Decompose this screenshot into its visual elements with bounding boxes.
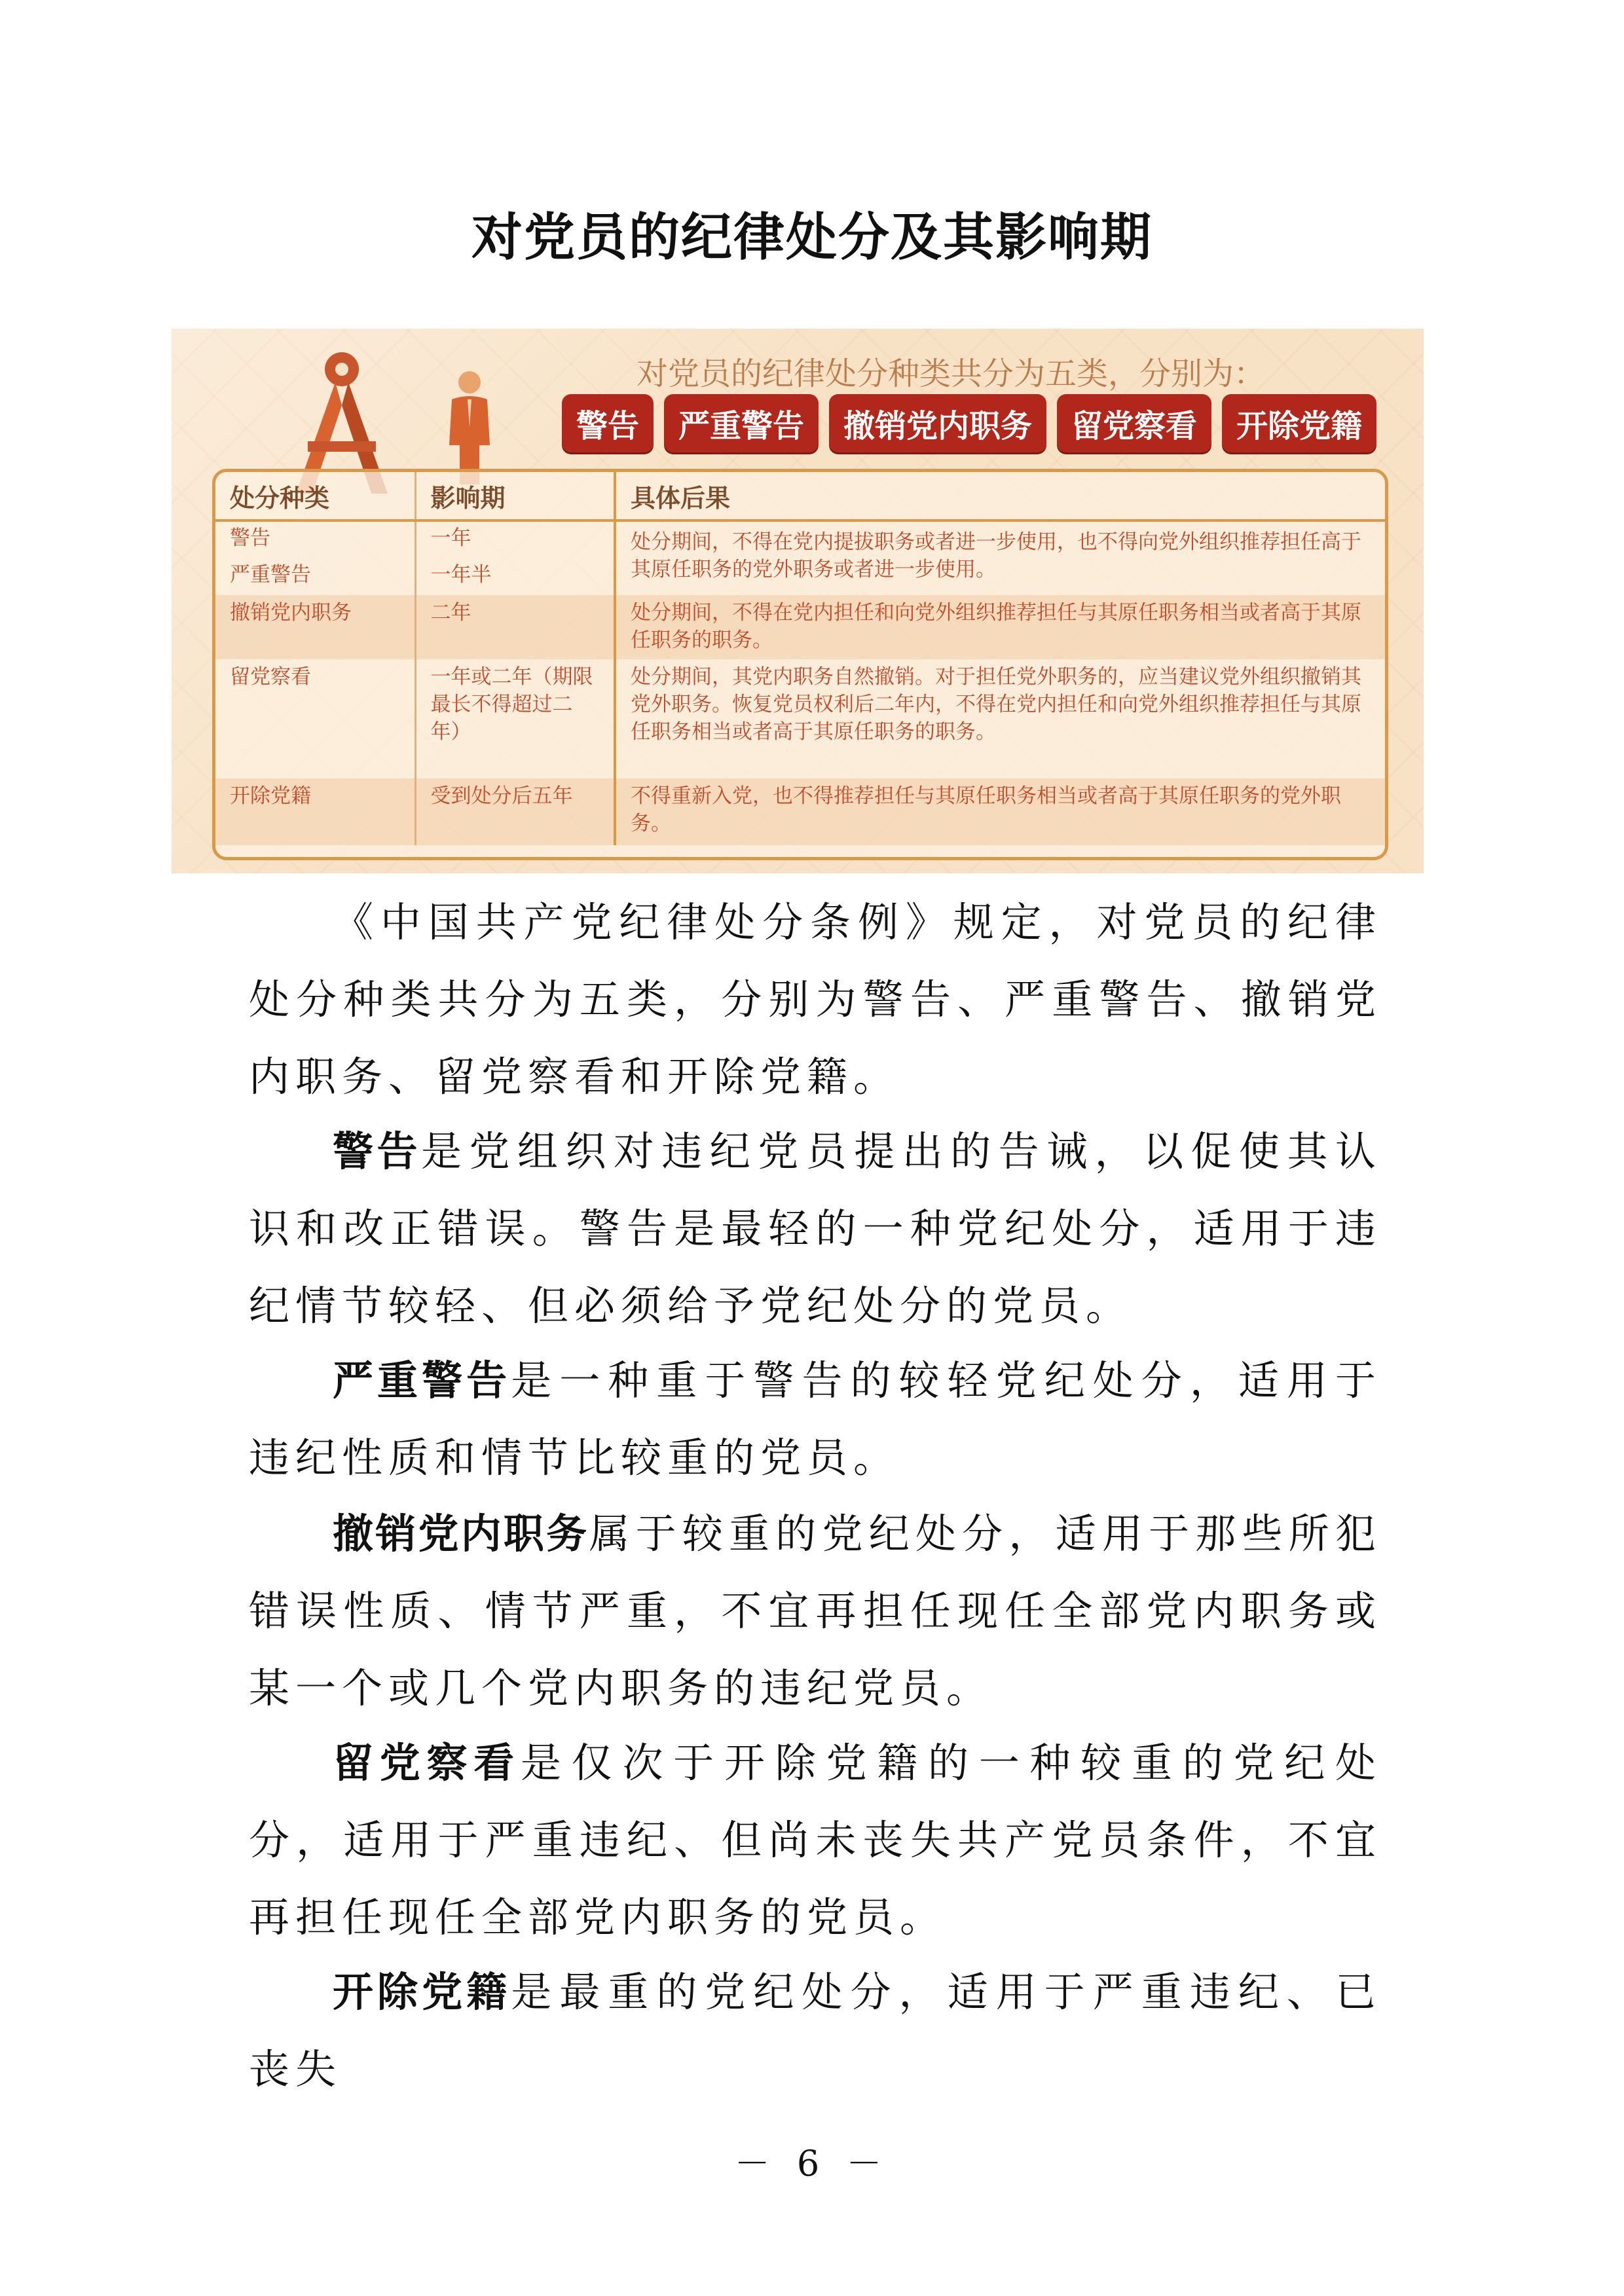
header-type: 处分种类 <box>215 472 415 520</box>
discipline-tags <box>562 394 1376 452</box>
paragraph-expulsion <box>249 1954 1382 2108</box>
paragraph-removal-from-post <box>249 1495 1382 1727</box>
text-serious-warning: 是一种重于警告的较轻党纪处分，适用于违纪性质和情节比较重的党员。 <box>249 1357 1382 1482</box>
row-period <box>415 520 615 595</box>
row-type: 留党察看 <box>215 659 415 778</box>
header-period: 影响期 <box>415 472 615 520</box>
table-header-row <box>215 472 1385 520</box>
discipline-table <box>212 469 1388 860</box>
table-row <box>215 778 1385 845</box>
paragraph-probation <box>249 1724 1382 1956</box>
tag-expulsion: 开除党籍 <box>1222 394 1376 452</box>
infographic-banner <box>172 329 1424 873</box>
term-warning: 警告 <box>333 1127 421 1175</box>
tag-probation: 留党察看 <box>1057 394 1211 452</box>
tag-serious-warning: 严重警告 <box>664 394 819 452</box>
paragraph-warning <box>249 1113 1382 1345</box>
row-period: 受到处分后五年 <box>415 778 615 845</box>
table-row <box>215 595 1385 659</box>
person-illustration-icon <box>440 368 499 486</box>
text-probation: 是仅次于开除党籍的一种较重的党纪处分，适用于严重违纪、但尚未丧失共产党员条件，不宜再担任现任全部党内职务的党员。 <box>249 1739 1382 1941</box>
table-row <box>215 659 1385 778</box>
text-warning: 是党组织对违纪党员提出的告诫，以促使其认识和改正错误。警告是最轻的一种党纪处分，适用于违纪情节较轻、但必须给予党纪处分的党员。 <box>249 1127 1382 1330</box>
banner-heading: 对党员的纪律处分种类共分为五类，分别为： <box>637 355 1266 392</box>
intro-paragraph: 《中国共产党纪律处分条例》规定，对党员的纪律处分种类共分为五类，分别为警告、严重警告、撤销党内职务、留党察看和开除党籍。 <box>249 898 1382 1101</box>
row-period-warning: 一年 <box>430 526 471 550</box>
row-type-warning: 警告 <box>230 526 270 550</box>
page-title: 对党员的纪律处分及其影响期 <box>471 208 1153 267</box>
row-type-serious-warning: 严重警告 <box>230 563 311 587</box>
term-probation: 留党察看 <box>333 1739 521 1787</box>
tag-removal-from-post: 撤销党内职务 <box>829 394 1046 452</box>
row-type <box>215 520 415 595</box>
row-period: 二年 <box>415 595 615 659</box>
row-period: 一年或二年（期限最长不得超过二年） <box>415 659 615 778</box>
term-removal-from-post: 撤销党内职务 <box>333 1510 589 1558</box>
text-removal-from-post: 属于较重的党纪处分，适用于那些所犯错误性质、情节严重，不宜再担任现任全部党内职务或某一个或几个党内职务的违纪党员。 <box>249 1510 1382 1712</box>
text-expulsion: 是最重的党纪处分，适用于严重违纪、已丧失 <box>249 1968 1382 2093</box>
row-period-serious-warning: 一年半 <box>430 563 492 587</box>
page-number: － 6 － <box>734 2143 890 2184</box>
tag-warning: 警告 <box>562 394 654 452</box>
row-consequence: 处分期间，其党内职务自然撤销。对于担任党外职务的，应当建议党外组织撤销其党外职务。恢复党员权利后二年内，不得在党内担任和向党外组织推荐担任与其原任职务相当或者高于其原任职务的职务。 <box>631 665 1361 744</box>
term-expulsion: 开除党籍 <box>333 1968 511 2016</box>
row-consequence: 处分期间，不得在党内担任和向党外组织推荐担任与其原任职务相当或者高于其原任职务的职务。 <box>615 595 1385 659</box>
row-consequence: 不得重新入党，也不得推荐担任与其原任职务相当或者高于其原任职务的党外职务。 <box>615 778 1385 845</box>
row-consequence: 处分期间，不得在党内提拔职务或者进一步使用，也不得向党外组织推荐担任高于其原任职务的党外职务或者进一步使用。 <box>631 530 1361 581</box>
header-consequence: 具体后果 <box>615 472 1385 520</box>
table-row <box>215 520 1385 595</box>
term-serious-warning: 严重警告 <box>333 1357 511 1404</box>
row-type: 撤销党内职务 <box>215 595 415 659</box>
row-type: 开除党籍 <box>215 778 415 845</box>
paragraph-serious-warning <box>249 1342 1382 1497</box>
